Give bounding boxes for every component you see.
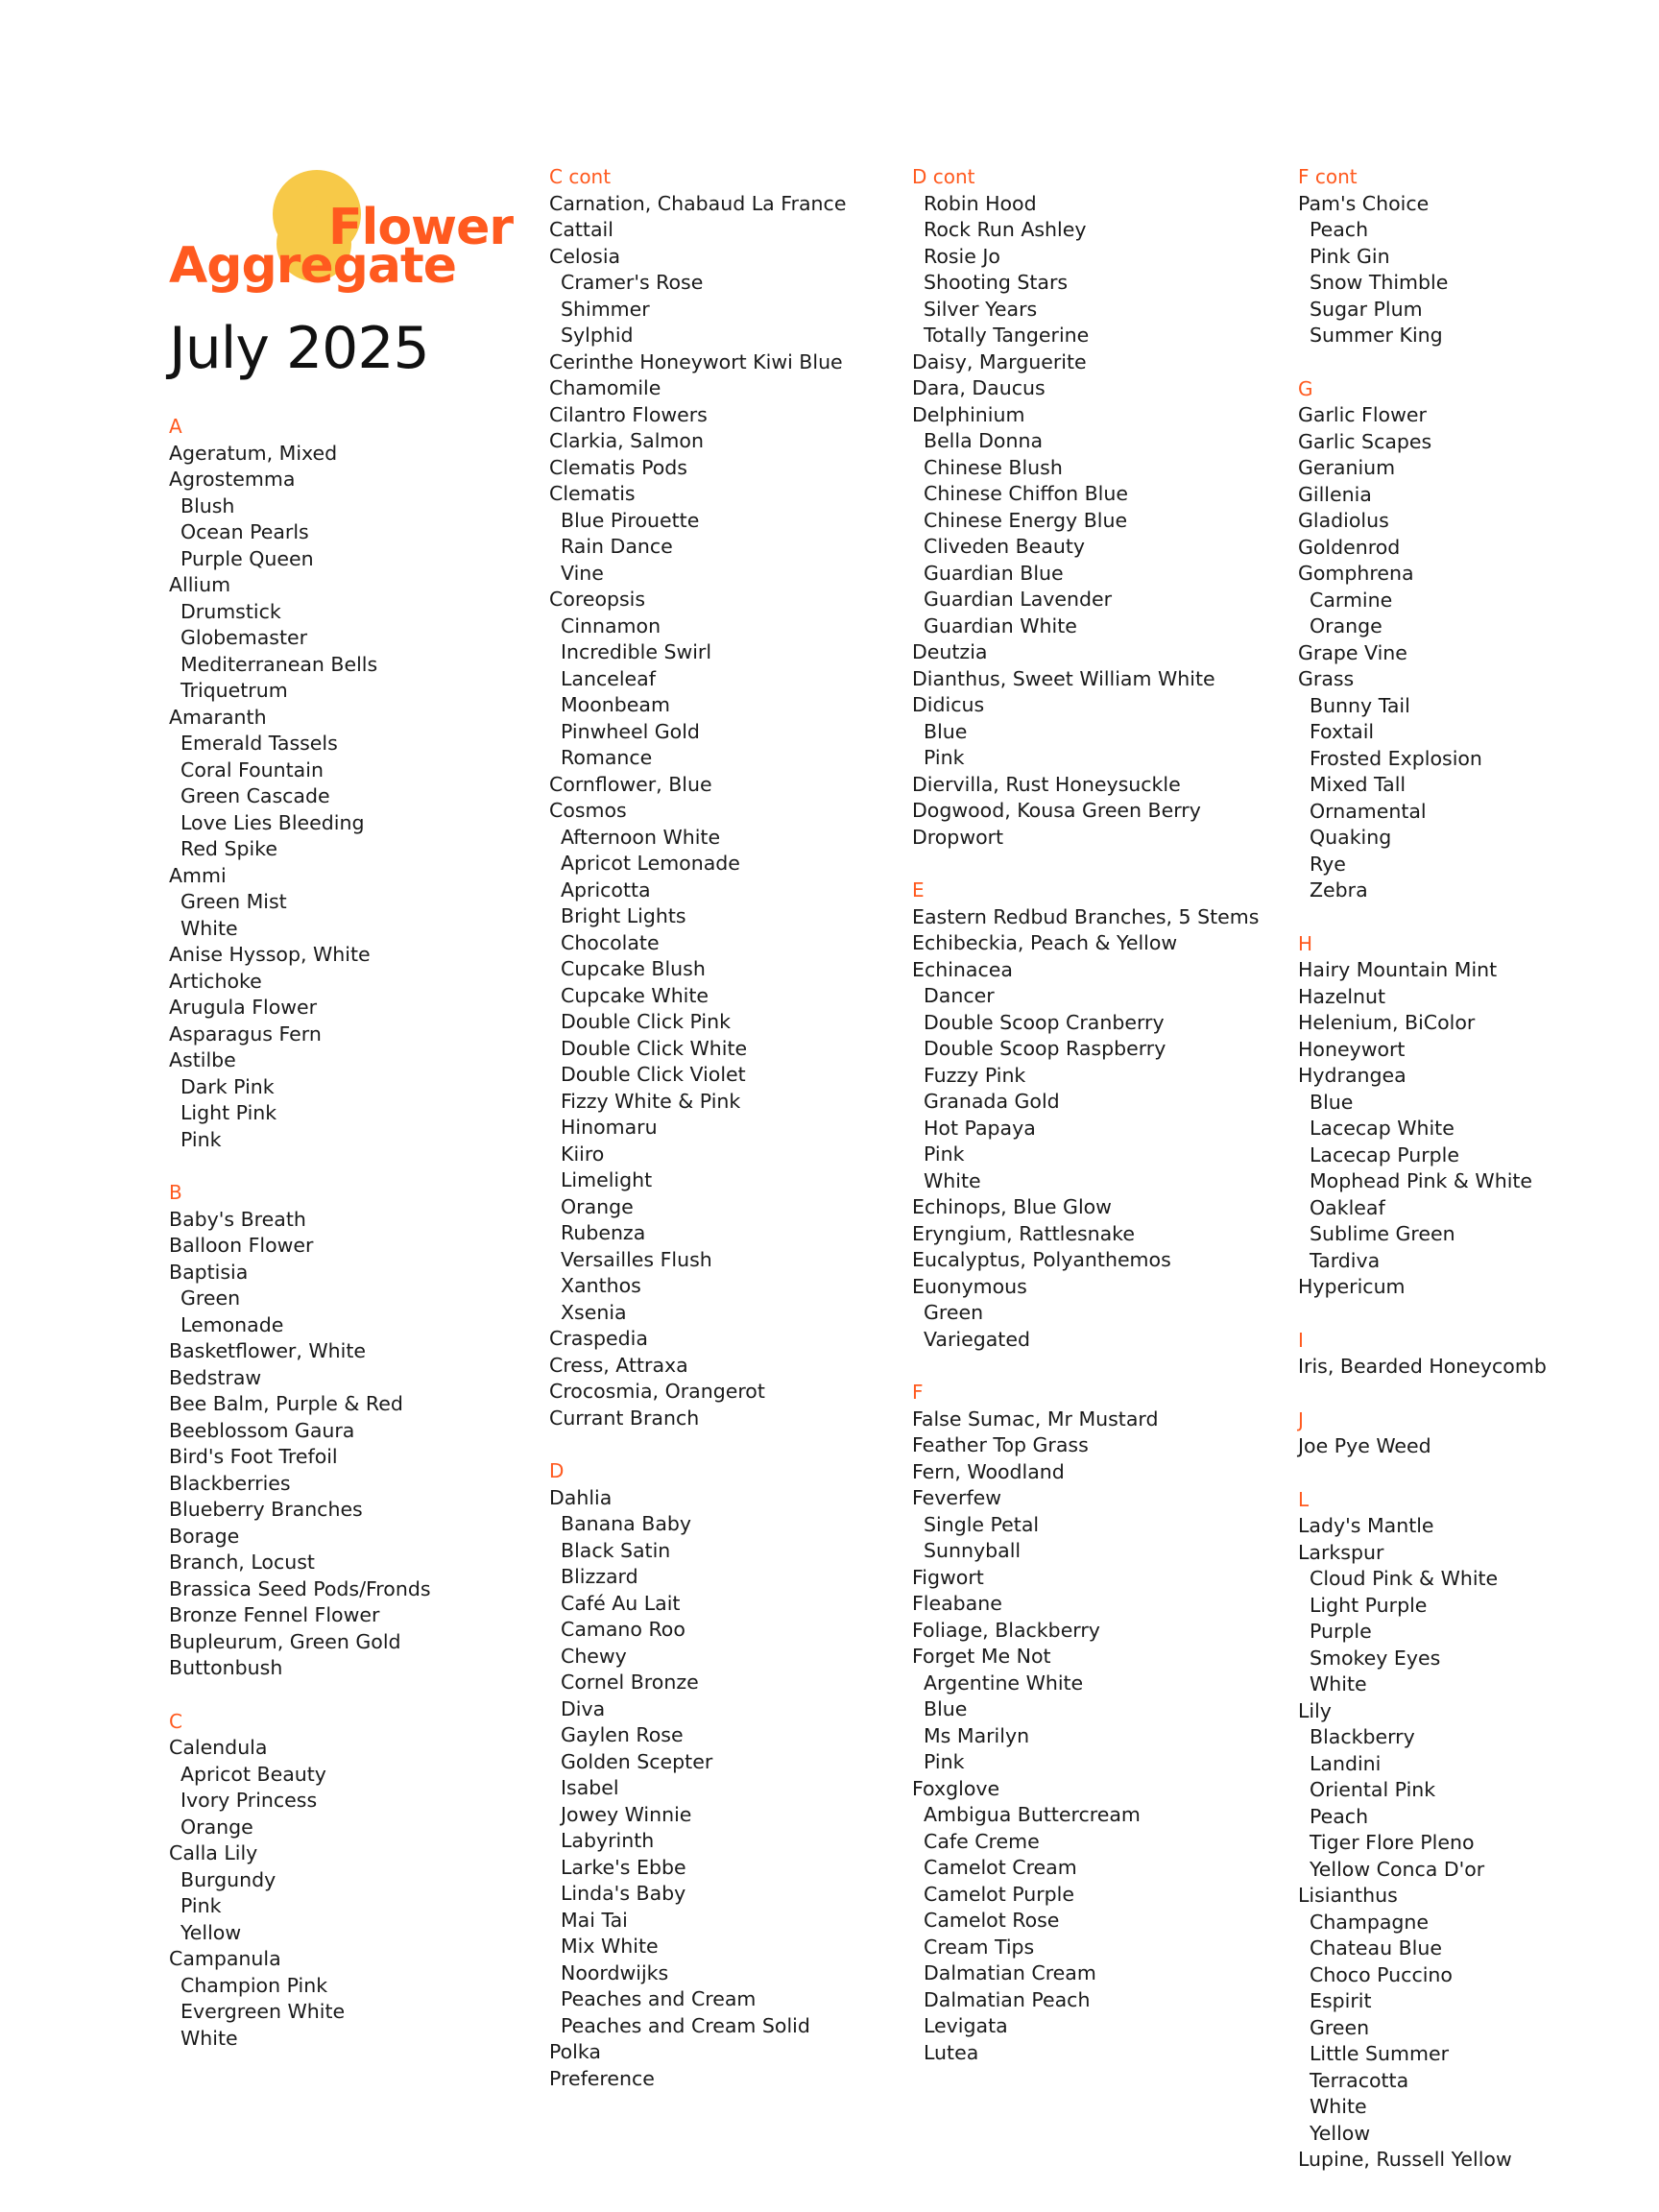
variety-item: Evergreen White [180, 2000, 346, 2023]
column-1 [169, 164, 534, 2079]
flower-item: Goldenrod [1298, 535, 1401, 559]
variety-item: Oriental Pink [1310, 1778, 1436, 1801]
variety-item: Lacecap White [1310, 1117, 1455, 1140]
column-sections [549, 164, 904, 2092]
column-2 [549, 164, 904, 2119]
flower-item: Bedstraw [169, 1365, 262, 1389]
variety-item: Rubenza [561, 1221, 646, 1244]
variety-item: Blue [1310, 1090, 1354, 1114]
flower-item: Lady's Mantle [1298, 1514, 1434, 1537]
flower-item: Carnation, Chabaud La France [549, 191, 847, 215]
variety-item: Labyrinth [561, 1829, 655, 1852]
variety-item: Pink [180, 1894, 222, 1917]
flower-item: Gladiolus [1298, 509, 1389, 532]
flower-item: Arugula Flower [169, 996, 318, 1019]
variety-item: Double Click Violet [561, 1063, 746, 1086]
variety-item: Cream Tips [924, 1935, 1035, 1959]
flower-item: Garlic Scapes [1298, 429, 1432, 453]
variety-item: Choco Puccino [1310, 1962, 1453, 1986]
flower-item: Fleabane [912, 1592, 1002, 1615]
flower-item: Cerinthe Honeywort Kiwi Blue [549, 349, 843, 373]
flower-item: Dogwood, Kousa Green Berry [912, 799, 1201, 822]
flower-item: Currant Branch [549, 1406, 700, 1430]
section-heading: A [169, 415, 182, 438]
variety-item: Mai Tai [561, 1908, 628, 1932]
variety-item: Mixed Tall [1310, 773, 1407, 796]
flower-item: Gillenia [1298, 482, 1372, 506]
variety-item: Triquetrum [180, 679, 288, 702]
page-title: July 2025 [169, 315, 429, 382]
variety-item: Double Click White [561, 1036, 748, 1060]
variety-item: Mediterranean Bells [180, 652, 378, 676]
flower-item: Grass [1298, 667, 1355, 690]
variety-item: Blush [180, 493, 235, 517]
section [549, 164, 904, 1431]
variety-item: Peach [1310, 1804, 1369, 1828]
flower-item: Echibeckia, Peach & Yellow [912, 931, 1178, 954]
section-heading: D cont [912, 165, 975, 188]
variety-item: Cupcake White [561, 983, 709, 1007]
variety-item: Rain Dance [561, 535, 673, 558]
variety-item: Pink [924, 746, 965, 769]
variety-item: Red Spike [180, 837, 277, 860]
flower-item: Artichoke [169, 969, 262, 993]
variety-item: Rosie Jo [924, 244, 1000, 268]
variety-item: Robin Hood [924, 191, 1037, 215]
variety-item: Ms Marilyn [924, 1723, 1030, 1747]
variety-item: Silver Years [924, 297, 1038, 321]
variety-item: Apricot Lemonade [561, 852, 740, 875]
flower-item: Feather Top Grass [912, 1433, 1089, 1456]
variety-item: Peach [1310, 218, 1369, 241]
flower-item: Joe Pye Weed [1298, 1434, 1431, 1457]
variety-item: Single Petal [924, 1512, 1040, 1536]
flower-item: Foxglove [912, 1776, 1000, 1800]
flower-item: Celosia [549, 244, 621, 268]
variety-item: Cafe Creme [924, 1829, 1040, 1853]
variety-item: Dalmatian Cream [924, 1961, 1096, 1984]
flower-item: Coreopsis [549, 588, 646, 611]
variety-item: Golden Scepter [561, 1749, 713, 1773]
flower-item: Lisianthus [1298, 1884, 1398, 1907]
flower-item: Lupine, Russell Yellow [1298, 2148, 1512, 2171]
variety-item: White [180, 2026, 238, 2050]
variety-item: Love Lies Bleeding [180, 810, 365, 834]
variety-item: Chocolate [561, 930, 660, 954]
flower-item: Clematis [549, 482, 636, 505]
flower-item: Buttonbush [169, 1656, 283, 1679]
flower-item: Feverfew [912, 1486, 1002, 1509]
flower-item: Iris, Bearded Honeycomb [1298, 1355, 1547, 1378]
variety-item: Oakleaf [1310, 1195, 1385, 1219]
variety-item: Pink [924, 1750, 965, 1773]
flower-item: Cosmos [549, 799, 627, 822]
variety-item: Emerald Tassels [180, 732, 338, 755]
flower-item: Cilantro Flowers [549, 402, 708, 426]
variety-item: Bunny Tail [1310, 693, 1410, 717]
variety-item: Carmine [1310, 588, 1393, 612]
variety-item: Green Cascade [180, 784, 330, 807]
flower-item: Didicus [912, 693, 985, 716]
section [1298, 376, 1644, 904]
flower-item: Eryngium, Rattlesnake [912, 1221, 1135, 1245]
flower-item: Echinops, Blue Glow [912, 1195, 1112, 1218]
variety-item: Ambigua Buttercream [924, 1803, 1141, 1826]
variety-item: Fuzzy Pink [924, 1063, 1026, 1087]
variety-item: Blue Pirouette [561, 508, 700, 532]
variety-item: Banana Baby [561, 1512, 692, 1535]
flower-item: Borage [169, 1524, 240, 1548]
section [169, 414, 534, 1153]
variety-item: Rye [1310, 852, 1346, 876]
flower-item: Anise Hyssop, White [169, 943, 371, 966]
variety-item: Sublime Green [1310, 1222, 1455, 1245]
flower-item: Grape Vine [1298, 640, 1407, 664]
variety-item: Champion Pink [180, 1973, 328, 1997]
variety-item: Cinnamon [561, 613, 661, 637]
variety-item: Green Mist [180, 890, 287, 913]
section-heading: D [549, 1459, 565, 1482]
variety-item: Chinese Chiffon Blue [924, 482, 1128, 505]
flower-item: Blackberries [169, 1471, 291, 1495]
variety-item: Fizzy White & Pink [561, 1089, 741, 1113]
variety-item: White [1310, 1672, 1367, 1695]
variety-item: Blackberry [1310, 1725, 1415, 1748]
flower-item: Pam's Choice [1298, 191, 1430, 215]
variety-item: Shimmer [561, 297, 650, 321]
logo-line-2: Aggregate [169, 237, 457, 295]
brand-logo [169, 168, 515, 299]
variety-item: Globemaster [180, 626, 308, 649]
variety-item: Sylphid [561, 324, 634, 347]
variety-item: Orange [561, 1194, 634, 1218]
variety-item: Espirit [1310, 1989, 1372, 2012]
variety-item: Peaches and Cream [561, 1987, 757, 2010]
flower-item: Bird's Foot Trefoil [169, 1445, 338, 1468]
variety-item: Granada Gold [924, 1090, 1060, 1113]
variety-item: Café Au Lait [561, 1591, 681, 1615]
section-heading: H [1298, 931, 1313, 955]
variety-item: Double Scoop Raspberry [924, 1037, 1166, 1060]
flower-item: Agrostemma [169, 468, 296, 491]
variety-item: Bright Lights [561, 904, 686, 927]
section [912, 878, 1296, 1353]
flower-item: Figwort [912, 1565, 984, 1589]
variety-item: Camelot Purple [924, 1882, 1074, 1906]
variety-item: Afternoon White [561, 825, 721, 849]
variety-item: Totally Tangerine [924, 324, 1090, 347]
variety-item: Peaches and Cream Solid [561, 2013, 810, 2037]
section-heading: C cont [549, 165, 612, 188]
flower-item: Cornflower, Blue [549, 772, 712, 796]
flower-item: Branch, Locust [169, 1551, 315, 1574]
variety-item: Chateau Blue [1310, 1936, 1442, 1960]
variety-item: Sugar Plum [1310, 297, 1423, 321]
flower-item: Hydrangea [1298, 1064, 1407, 1087]
variety-item: Moonbeam [561, 693, 670, 716]
variety-item: Champagne [1310, 1910, 1430, 1934]
flower-item: Beeblossom Gaura [169, 1418, 355, 1442]
variety-item: Yellow [1310, 2121, 1371, 2145]
flower-item: Foliage, Blackberry [912, 1618, 1100, 1642]
flower-item: Calendula [169, 1736, 268, 1759]
flower-item: Gomphrena [1298, 562, 1414, 585]
section-heading: B [169, 1181, 182, 1204]
section [912, 164, 1296, 851]
variety-item: Vine [561, 561, 604, 585]
variety-item: Green [924, 1301, 984, 1324]
section [1298, 931, 1644, 1301]
section-heading: E [912, 878, 925, 902]
variety-item: Xanthos [561, 1274, 641, 1297]
variety-item: Noordwijks [561, 1960, 669, 1984]
variety-item: White [924, 1168, 981, 1192]
flower-item: Crocosmia, Orangerot [549, 1380, 765, 1403]
variety-item: Larke's Ebbe [561, 1855, 686, 1879]
flower-item: Baby's Breath [169, 1207, 306, 1231]
flower-item: Daisy, Marguerite [912, 349, 1087, 373]
variety-item: Xsenia [561, 1300, 627, 1324]
variety-item: Guardian Blue [924, 561, 1064, 585]
column-sections [912, 164, 1296, 2066]
section-heading: F [912, 1381, 924, 1404]
flower-item: Deutzia [912, 640, 988, 663]
flower-item: Honeywort [1298, 1037, 1406, 1061]
variety-item: Yellow [180, 1920, 242, 1944]
variety-item: Green [1310, 2015, 1370, 2039]
variety-item: Drumstick [180, 599, 281, 623]
section [1298, 164, 1644, 349]
section [912, 1380, 1296, 2066]
variety-item: Cloud Pink & White [1310, 1567, 1499, 1590]
variety-item: Blue [924, 719, 968, 743]
variety-item: Burgundy [180, 1867, 276, 1891]
variety-item: Tiger Flore Pleno [1310, 1831, 1475, 1854]
variety-item: Lanceleaf [561, 666, 656, 690]
section-heading: F cont [1298, 165, 1358, 188]
variety-item: Black Satin [561, 1538, 671, 1562]
variety-item: Apricotta [561, 878, 651, 902]
flower-item: Lily [1298, 1698, 1332, 1722]
flower-item: Geranium [1298, 456, 1396, 479]
variety-item: Camelot Rose [924, 1909, 1060, 1932]
variety-item: Camano Roo [561, 1618, 685, 1641]
variety-item: Purple Queen [180, 546, 314, 570]
variety-item: Landini [1310, 1751, 1382, 1775]
variety-item: Hot Papaya [924, 1116, 1036, 1140]
variety-item: Pink [924, 1142, 965, 1166]
column-4 [1298, 164, 1644, 2200]
variety-item: Versailles Flush [561, 1247, 712, 1271]
variety-item: Blue [924, 1697, 968, 1720]
flower-item: Hypericum [1298, 1275, 1406, 1298]
flower-item: Cattail [549, 218, 613, 241]
flower-item: Dianthus, Sweet William White [912, 666, 1215, 690]
variety-item: Hinomaru [561, 1116, 658, 1139]
flower-item: Fern, Woodland [912, 1459, 1065, 1483]
variety-item: Bella Donna [924, 429, 1044, 452]
variety-item: Purple [1310, 1620, 1372, 1643]
flower-item: Ageratum, Mixed [169, 441, 338, 465]
variety-item: Guardian Lavender [924, 588, 1113, 611]
variety-item: Pinwheel Gold [561, 719, 700, 743]
flower-item: Hairy Mountain Mint [1298, 958, 1498, 981]
variety-item: Romance [561, 746, 653, 769]
variety-item: Shooting Stars [924, 271, 1069, 294]
flower-item: Ammi [169, 863, 227, 887]
flower-item: Diervilla, Rust Honeysuckle [912, 772, 1181, 796]
column-sections [1298, 164, 1644, 2174]
section [1298, 1328, 1644, 1381]
variety-item: Lemonade [180, 1312, 284, 1336]
variety-item: Diva [561, 1696, 606, 1720]
variety-item: Incredible Swirl [561, 640, 712, 663]
flower-item: Blueberry Branches [169, 1498, 363, 1521]
column-3 [912, 164, 1296, 2093]
variety-item: Smokey Eyes [1310, 1646, 1441, 1670]
variety-item: Limelight [561, 1168, 653, 1191]
flower-item: Bronze Fennel Flower [169, 1603, 380, 1626]
flower-item: Hazelnut [1298, 984, 1386, 1008]
variety-item: Guardian White [924, 613, 1077, 637]
flower-item: Dropwort [912, 825, 1004, 849]
section [549, 1458, 904, 2092]
flower-item: Helenium, BiColor [1298, 1011, 1476, 1034]
variety-item: Light Purple [1310, 1593, 1428, 1617]
variety-item: Foxtail [1310, 720, 1375, 743]
variety-item: Coral Fountain [180, 757, 324, 781]
variety-item: Dark Pink [180, 1074, 275, 1098]
flower-item: Allium [169, 573, 231, 596]
variety-item: Dalmatian Peach [924, 1987, 1091, 2011]
section [1298, 1407, 1644, 1460]
variety-item: Double Scoop Cranberry [924, 1010, 1165, 1034]
variety-item: Chinese Blush [924, 455, 1063, 479]
flower-item: Delphinium [912, 402, 1025, 426]
flower-item: Basketflower, White [169, 1339, 366, 1362]
flower-item: Eucalyptus, Polyanthemos [912, 1248, 1171, 1271]
flower-item: Clarkia, Salmon [549, 429, 704, 452]
variety-item: Levigata [924, 2014, 1008, 2037]
variety-item: Orange [1310, 614, 1382, 637]
variety-item: Summer King [1310, 324, 1443, 347]
flower-item: Dahlia [549, 1485, 613, 1509]
section [169, 1709, 534, 2053]
variety-item: Orange [180, 1815, 253, 1839]
flower-item: Preference [549, 2066, 655, 2090]
flower-item: Dara, Daucus [912, 376, 1046, 399]
flower-item: Polka [549, 2040, 601, 2063]
logo-line-1: Flower [327, 199, 513, 256]
flower-item: Asparagus Fern [169, 1022, 322, 1046]
variety-item: Blizzard [561, 1565, 638, 1588]
flower-item: Echinacea [912, 957, 1013, 981]
variety-item: Cramer's Rose [561, 271, 704, 294]
variety-item: Rock Run Ashley [924, 218, 1087, 241]
section-heading: G [1298, 376, 1313, 400]
variety-item: Cupcake Blush [561, 957, 706, 980]
flower-item: Craspedia [549, 1327, 648, 1350]
flower-item: Calla Lily [169, 1841, 258, 1864]
variety-item: Chinese Energy Blue [924, 508, 1128, 532]
variety-item: Mophead Pink & White [1310, 1169, 1533, 1192]
variety-item: Lutea [924, 2040, 979, 2064]
variety-item: Ocean Pearls [180, 520, 309, 543]
variety-item: Snow Thimble [1310, 271, 1449, 294]
variety-item: Isabel [561, 1776, 619, 1799]
variety-item: Pink [180, 1127, 222, 1151]
variety-item: Double Click Pink [561, 1010, 731, 1033]
flower-item: Eastern Redbud Branches, 5 Stems [912, 904, 1260, 928]
variety-item: Terracotta [1310, 2068, 1409, 2092]
variety-item: Pink Gin [1310, 244, 1390, 268]
flower-item: Balloon Flower [169, 1234, 314, 1257]
section-heading: J [1298, 1407, 1304, 1431]
variety-item: Variegated [924, 1327, 1030, 1351]
variety-item: Tardiva [1310, 1248, 1381, 1272]
variety-item: Zebra [1310, 878, 1368, 902]
flower-item: Astilbe [169, 1048, 236, 1071]
variety-item: Jowey Winnie [561, 1802, 692, 1826]
section [1298, 1487, 1644, 2174]
flower-item: Cress, Attraxa [549, 1353, 688, 1377]
section-heading: I [1298, 1328, 1304, 1352]
variety-item: Frosted Explosion [1310, 746, 1482, 770]
variety-item: Quaking [1310, 826, 1392, 849]
flower-item: Garlic Flower [1298, 403, 1427, 426]
flower-item: Euonymous [912, 1274, 1027, 1298]
variety-item: Light Pink [180, 1101, 277, 1124]
variety-item: Yellow Conca D'or [1310, 1857, 1485, 1881]
variety-item: Little Summer [1310, 2042, 1450, 2065]
variety-item: Linda's Baby [561, 1882, 686, 1905]
flower-item: Bee Balm, Purple & Red [169, 1392, 403, 1415]
variety-item: Argentine White [924, 1671, 1084, 1695]
section-heading: L [1298, 1487, 1310, 1511]
variety-item: Chewy [561, 1644, 627, 1668]
variety-item: Ornamental [1310, 799, 1427, 823]
flower-item: Campanula [169, 1947, 281, 1970]
column-sections [169, 414, 534, 2052]
variety-item: Green [180, 1286, 241, 1310]
variety-item: Ivory Princess [180, 1789, 318, 1812]
variety-item: Dancer [924, 984, 995, 1007]
flower-item: Larkspur [1298, 1540, 1384, 1564]
flower-item: Forget Me Not [912, 1645, 1051, 1668]
variety-item: White [1310, 2095, 1367, 2118]
flower-item: False Sumac, Mr Mustard [912, 1407, 1159, 1431]
variety-item: Cornel Bronze [561, 1671, 699, 1694]
variety-item: Sunnyball [924, 1539, 1022, 1562]
variety-item: White [180, 916, 238, 940]
section-heading: C [169, 1709, 182, 1733]
variety-item: Cliveden Beauty [924, 535, 1085, 558]
flower-item: Bupleurum, Green Gold [169, 1629, 401, 1653]
flower-item: Brassica Seed Pods/Fronds [169, 1576, 431, 1600]
variety-item: Lacecap Purple [1310, 1142, 1459, 1166]
flower-item: Clematis Pods [549, 455, 687, 479]
variety-item: Mix White [561, 1935, 659, 1958]
variety-item: Gaylen Rose [561, 1723, 684, 1746]
variety-item: Apricot Beauty [180, 1762, 326, 1786]
flower-item: Amaranth [169, 705, 267, 729]
section [169, 1180, 534, 1682]
flower-item: Baptisia [169, 1260, 249, 1284]
variety-item: Kiiro [561, 1142, 605, 1166]
variety-item: Camelot Cream [924, 1856, 1077, 1879]
flower-item: Chamomile [549, 376, 661, 399]
